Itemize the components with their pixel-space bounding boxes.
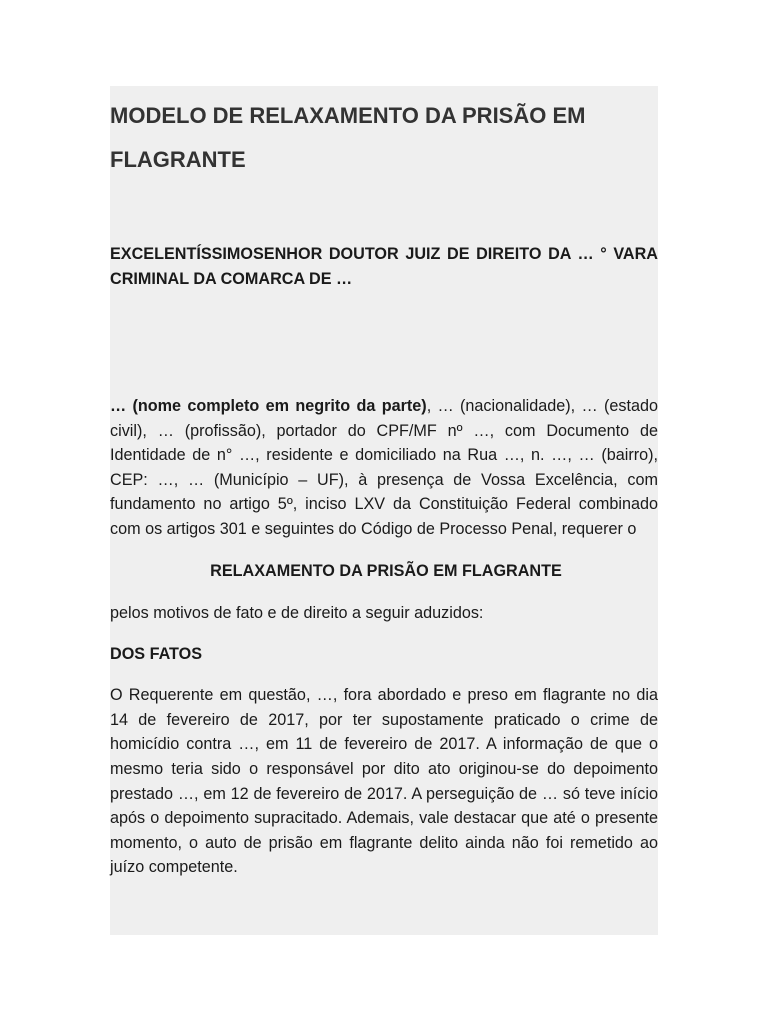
party-details: , … (nacionalidade), … (estado civil), … (profissão), portador do CPF/MF nº …, com Documento de Identidade de n° …, residente e domiciliado na Rua …, n. …, … (bairro), CEP: …, … (Município – UF), à presença de Vossa Excelência, com fundamento no artigo 5º, inciso LXV da Constituição Federal combinado com os artigos 301 e seguintes do Código de Processo Penal, requerer o	[110, 397, 658, 538]
document-content	[110, 86, 658, 880]
party-name-placeholder: … (nome completo em negrito da parte)	[110, 397, 427, 415]
document-title: MODELO DE RELAXAMENTO DA PRISÃO EM FLAGRANTE	[110, 103, 586, 172]
party-paragraph	[110, 394, 658, 542]
facts-heading: DOS FATOS	[110, 645, 203, 664]
addressee-heading: EXCELENTÍSSIMOSENHOR DOUTOR JUIZ DE DIREITO DA … ° VARA CRIMINAL DA COMARCA DE …	[110, 245, 658, 288]
facts-paragraph: O Requerente em questão, …, fora abordado e preso em flagrante no dia 14 de fevereiro de 2017, por ter supostamente praticado o crime de homicídio contra …, em 11 de fevereiro de 2017. A informação de que o mesmo teria sido o responsável por dito ato originou-se do depoimento prestado …, em 12 de fevereiro de 2017. A perseguição de … só teve início após o depoimento supracitado. Ademais, vale destacar que até o presente momento, o auto de prisão em flagrante delito ainda não foi remetido ao juízo competente.	[110, 686, 658, 877]
request-title: RELAXAMENTO DA PRISÃO EM FLAGRANTE	[210, 561, 562, 580]
motives-paragraph: pelos motivos de fato e de direito a seguir aduzidos:	[110, 603, 484, 622]
